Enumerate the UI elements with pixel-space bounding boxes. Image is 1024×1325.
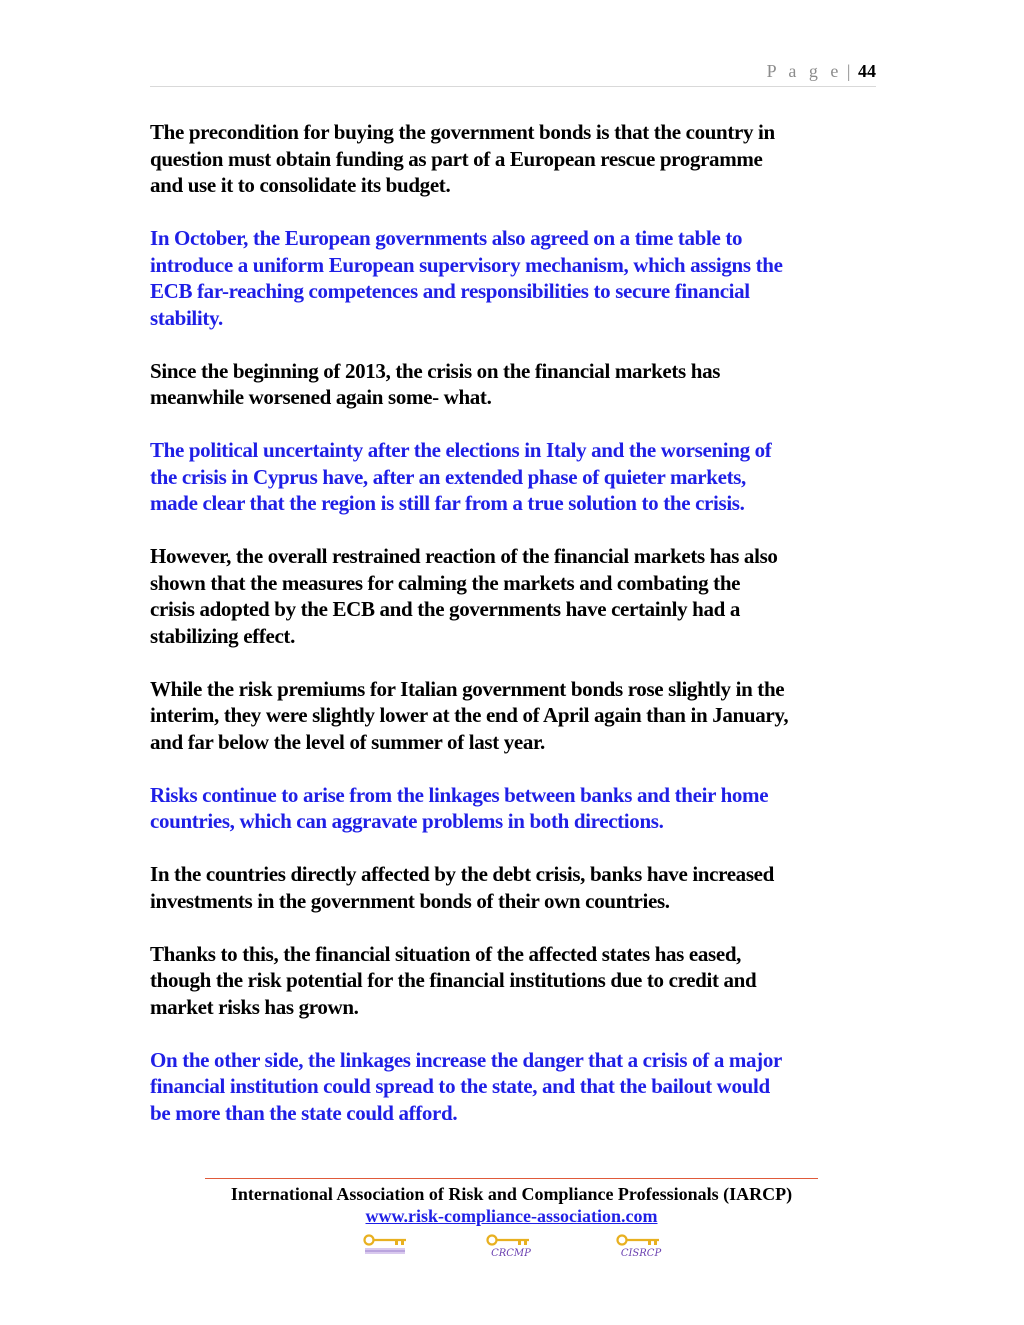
paragraph-line: interim, they were slightly lower at the end of April again than in January, [150,703,789,727]
paragraph [150,543,890,649]
logo-caption: CISRCP [620,1248,662,1259]
key-logo-icon [362,1234,414,1260]
page-label: P a g e [766,61,843,81]
paragraph-line: On the other side, the linkages increase the danger that a crisis of a major [150,1047,782,1072]
paragraph-line: The precondition for buying the government bonds is that the country in [150,120,775,144]
page-footer [205,1178,818,1227]
paragraph-line: While the risk premiums for Italian government bonds rose slightly in the [150,676,785,701]
page-number: 44 [858,61,876,81]
paragraph-line: ECB far-reaching competences and responsibilities to secure financial [150,279,750,303]
paragraph [150,782,890,835]
paragraph-line: meanwhile worsened again some- what. [150,385,492,409]
paragraph [150,437,890,517]
paragraph-line: Since the beginning of 2013, the crisis on the financial markets has [150,358,721,383]
paragraph-line: the crisis in Cyprus have, after an extended phase of quieter markets, [150,464,746,489]
paragraph-line: financial institution could spread to the state, and that the bailout would [150,1074,770,1098]
paragraph-line: crisis adopted by the ECB and the governments have certainly had a [150,597,741,621]
paragraph-line: question must obtain funding as part of a European rescue programme [150,146,763,171]
page-separator: | [846,61,851,81]
page-body [150,119,890,1153]
paragraph-line: The political uncertainty after the elections in Italy and the worsening of [150,438,772,462]
paragraph [150,225,890,331]
paragraph-line: However, the overall restrained reaction of the financial markets has also [150,544,778,568]
logo-caption: CRCMP [491,1248,531,1259]
paragraph-line: Thanks to this, the financial situation of the affected states has eased, [150,941,742,966]
paragraph-line: stabilizing effect. [150,623,295,648]
paragraph-line: shown that the measures for calming the markets and combating the [150,570,741,595]
paragraph [150,1047,890,1127]
paragraph-line: and far below the level of summer of last year. [150,729,545,754]
key-logo-icon [615,1234,667,1260]
paragraph [150,676,890,756]
paragraph-line: though the risk potential for the financial institutions due to credit and [150,968,757,992]
paragraph [150,941,890,1021]
paragraph-line: be more than the state could afford. [150,1100,458,1125]
page-header [150,58,876,87]
footer-website-link[interactable]: www.risk-compliance-association.com [365,1206,658,1226]
footer-organization: International Association of Risk and Compliance Professionals (IARCP) [230,1184,793,1204]
paragraph [150,861,890,914]
paragraph-line: countries, which can aggravate problems in both directions. [150,809,664,833]
paragraph-line: stability. [150,305,223,330]
paragraph [150,119,890,199]
footer-divider [205,1178,818,1179]
certification-logos [0,1234,1024,1264]
paragraph-line: Risks continue to arise from the linkages between banks and their home [150,782,769,807]
paragraph-line: made clear that the region is still far from a true solution to the crisis. [150,491,745,515]
paragraph-line: and use it to consolidate its budget. [150,173,451,197]
paragraph-line: market risks has grown. [150,994,359,1019]
key-logo-icon [485,1234,537,1260]
paragraph [150,358,890,411]
paragraph-line: investments in the government bonds of their own countries. [150,888,670,913]
paragraph-line: In October, the European governments also agreed on a time table to [150,226,743,250]
paragraph-line: In the countries directly affected by the debt crisis, banks have increased [150,862,774,886]
paragraph-line: introduce a uniform European supervisory mechanism, which assigns the [150,252,783,277]
